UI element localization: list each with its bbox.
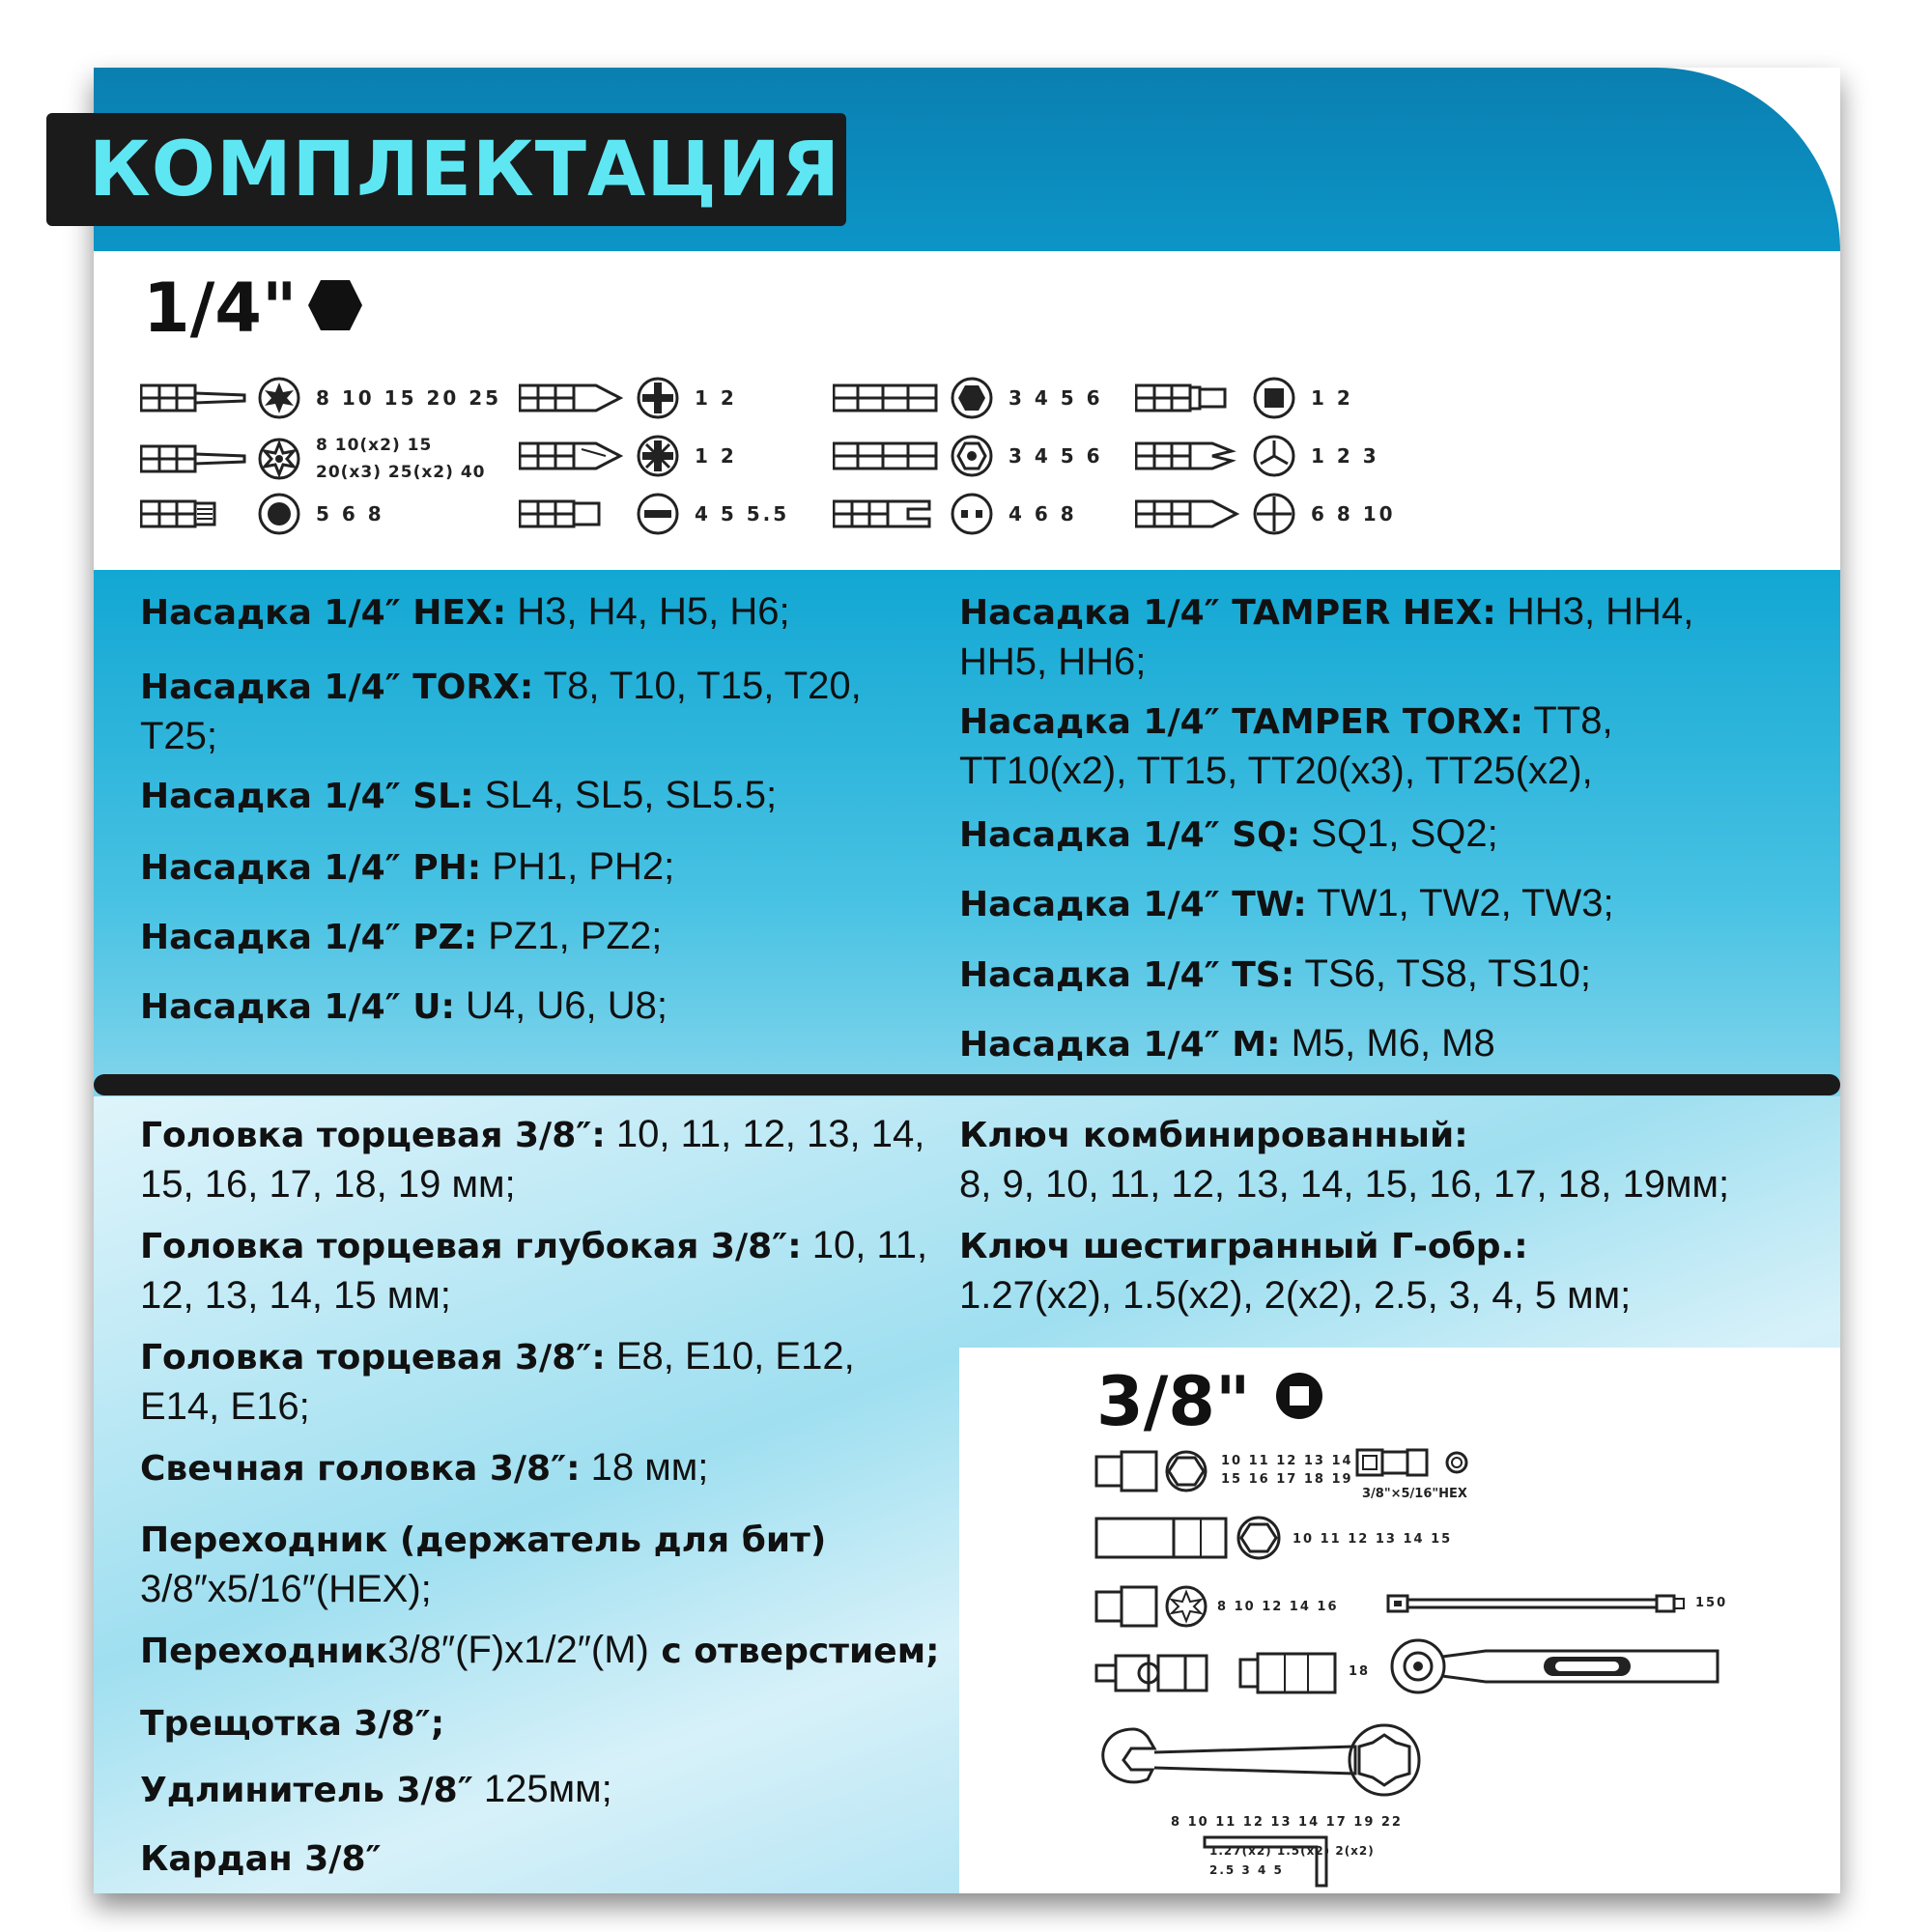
bit-phillips-sizes: 1 2: [695, 386, 737, 410]
bit-torq-set-sizes: 6 8 10: [1311, 502, 1396, 526]
spark-plug-socket-icon: [1238, 1650, 1339, 1696]
item-label: Переходник: [140, 1632, 388, 1671]
item-label: Насадка 1/4″ PH:: [140, 848, 482, 888]
item-value: H3, H4, H5, H6;: [506, 590, 790, 633]
bit-adapter-icon: [1355, 1446, 1471, 1479]
bit-pozidriv-sizes: 1 2: [695, 444, 737, 468]
hex-icon: [951, 377, 993, 419]
tri-wing-icon: [1253, 435, 1295, 477]
deep-socket-icon: [1094, 1515, 1288, 1561]
tools-torx-socket-line: [140, 1332, 855, 1431]
bit-tri-wing-sizes: 1 2 3: [1311, 444, 1379, 468]
bit-spanner: [833, 493, 1077, 535]
item-value: SL4, SL5, SL5.5;: [473, 774, 778, 816]
item-label: Ключ комбинированный:: [959, 1116, 1468, 1155]
item-label: Переходник (держатель для бит): [140, 1520, 827, 1560]
bit-slotted-sizes: 4 5 5.5: [695, 502, 790, 526]
bit-tamper-torx-sizes: [316, 432, 485, 486]
ratchet-icon: [1389, 1637, 1722, 1695]
item-value: TW1, TW2, TW3;: [1306, 882, 1614, 924]
item-value-cont: E14, E16;: [140, 1385, 310, 1428]
item-value-cont: 1.27(x2), 1.5(x2), 2(x2), 2.5, 3, 4, 5 мм;: [959, 1274, 1632, 1317]
bits-sq-line: [959, 810, 1498, 860]
sockets-sizes-line1: 10 11 12 13 14: [1221, 1454, 1353, 1468]
bits-size-label: 1/4": [143, 269, 298, 348]
bit-pozidriv: [519, 435, 737, 477]
tamper-hex-icon: [951, 435, 993, 477]
tools-socket-line: [140, 1110, 924, 1208]
phillips-icon: [637, 377, 679, 419]
tools-spark-plug-line: [140, 1443, 708, 1493]
torx-socket-icon: [1094, 1584, 1220, 1629]
tools-hex-key-line: [959, 1221, 1631, 1320]
bit-hex: [833, 377, 1103, 419]
extension-bar-icon: [1386, 1592, 1688, 1615]
bit-shank-icon: [519, 440, 625, 472]
adapter-label: 3/8"×5/16"HEX: [1362, 1487, 1467, 1501]
item-label: Удлинитель 3/8″: [140, 1771, 473, 1810]
bit-shank-icon: [519, 497, 625, 530]
bit-tri-wing: [1135, 435, 1379, 477]
item-value-cont: 12, 13, 14, 15 мм;: [140, 1274, 451, 1317]
wrench-sizes: 8 10 11 12 13 14 17 19 22: [1171, 1815, 1403, 1830]
tools-universal-joint-line: [140, 1833, 382, 1884]
bit-shank-icon: [833, 497, 939, 530]
item-value: SQ1, SQ2;: [1300, 812, 1498, 855]
slotted-icon: [637, 493, 679, 535]
item-value: M5, M6, M8: [1280, 1022, 1495, 1065]
bit-tamper-torx-sizes-line2: 20(x3) 25(x2) 40: [316, 463, 486, 482]
bits-tw-line: [959, 879, 1614, 929]
tools-deep-socket-line: [140, 1221, 927, 1320]
item-value-cont: 8, 9, 10, 11, 12, 13, 14, 15, 16, 17, 18, 19мм;: [959, 1163, 1730, 1206]
item-label: Насадка 1/4″ TORX:: [140, 668, 534, 707]
torq-set-icon: [1253, 493, 1295, 535]
tools-extension-line: [140, 1765, 612, 1815]
bit-shank-icon: [833, 440, 939, 472]
bits-tamper-torx-line: [959, 696, 1613, 795]
hex-drive-icon: [307, 278, 363, 332]
item-value: TS6, TS8, TS10;: [1294, 952, 1591, 995]
item-value-cont: 15, 16, 17, 18, 19 мм;: [140, 1163, 516, 1206]
bit-shank-icon: [1135, 497, 1241, 530]
item-label: Насадка 1/4″ TAMPER TORX:: [959, 702, 1523, 742]
item-label: Насадка 1/4″ TS:: [959, 955, 1295, 995]
tools-size-label: 3/8": [1096, 1362, 1251, 1441]
bits-sl-line: [140, 771, 777, 821]
bit-square-sizes: 1 2: [1311, 386, 1353, 410]
item-value: 10, 11,: [801, 1224, 928, 1266]
socket-icon: [1094, 1449, 1220, 1493]
item-label: Насадка 1/4″ PZ:: [140, 918, 478, 957]
item-label: Насадка 1/4″ SL:: [140, 777, 474, 816]
bit-torx-sizes: 8 10 15 20 25: [316, 386, 502, 410]
item-value: T8, T10, T15, T20,: [533, 665, 862, 707]
bits-m-line: [959, 1019, 1495, 1069]
hex-keys-sizes-line1: 1.27(x2) 1.5(x2) 2(x2): [1209, 1844, 1375, 1858]
item-value: U4, U6, U8;: [454, 984, 668, 1027]
item-value: 10, 11, 12, 13, 14,: [605, 1113, 925, 1155]
bit-spanner-sizes: 4 6 8: [1009, 502, 1077, 526]
spline-icon: [258, 493, 300, 535]
bit-spline: [140, 493, 384, 535]
title-banner: [46, 113, 846, 226]
tamper-torx-icon: [258, 438, 300, 480]
item-value: E8, E10, E12,: [605, 1335, 855, 1378]
bits-ts-line: [959, 950, 1591, 1000]
bit-shank-icon: [140, 442, 246, 475]
pozidriv-icon: [637, 435, 679, 477]
item-label-cont: с отверстием;: [648, 1632, 940, 1671]
tools-size-heading: [1096, 1362, 1250, 1441]
item-label: Ключ шестигранный Г-обр.:: [959, 1227, 1528, 1266]
item-value: HH3, HH4,: [1495, 590, 1694, 633]
item-label: Трещотка 3/8″;: [140, 1704, 445, 1744]
square-icon: [1253, 377, 1295, 419]
square-drive-icon: [1275, 1372, 1323, 1420]
item-label: Насадка 1/4″ TAMPER HEX:: [959, 593, 1496, 633]
item-value-cont: HH5, HH6;: [959, 640, 1147, 683]
torx-sockets-sizes: 8 10 12 14 16: [1217, 1600, 1339, 1614]
item-value: TT8,: [1522, 699, 1613, 742]
bit-shank-icon: [140, 382, 246, 414]
extension-size: 150: [1695, 1596, 1728, 1610]
item-value: PZ1, PZ2;: [477, 915, 663, 957]
bits-ph-line: [140, 842, 674, 893]
hex-key-icon: [1203, 1833, 1338, 1888]
item-value-cont: T25;: [140, 715, 218, 757]
bit-square: [1135, 377, 1353, 419]
bit-shank-icon: [519, 382, 625, 414]
bits-size-heading: [143, 269, 297, 348]
item-value: 18 мм;: [580, 1446, 709, 1489]
item-value: 125мм;: [472, 1768, 612, 1810]
item-label: Головка торцевая 3/8″:: [140, 1338, 606, 1378]
item-label: Насадка 1/4″ SQ:: [959, 815, 1301, 855]
bit-slotted: [519, 493, 789, 535]
item-value: PH1, PH2;: [481, 845, 675, 888]
item-label: Насадка 1/4″ U:: [140, 987, 455, 1027]
item-label: Насадка 1/4″ M:: [959, 1025, 1281, 1065]
bit-phillips: [519, 377, 737, 419]
bit-shank-icon: [1135, 440, 1241, 472]
bit-torq-set: [1135, 493, 1396, 535]
bit-tamper-torx-sizes-line1: 8 10(x2) 15: [316, 436, 433, 455]
bit-tamper-torx: [140, 432, 485, 486]
item-label: Кардан 3/8″: [140, 1839, 382, 1879]
bits-u-line: [140, 981, 668, 1032]
bits-hex-line: [140, 587, 790, 638]
item-value-cont: TT10(x2), TT15, TT20(x3), TT25(x2),: [959, 750, 1593, 792]
bit-hex-sizes: 3 4 5 6: [1009, 386, 1103, 410]
tools-bit-holder-line: [140, 1515, 826, 1613]
spark-plug-size: 18: [1349, 1664, 1371, 1679]
bit-tamper-hex: [833, 435, 1103, 477]
bit-shank-icon: [1135, 382, 1241, 414]
bits-torx-line: [140, 662, 862, 760]
hex-keys-sizes-line2: 2.5 3 4 5: [1209, 1863, 1284, 1877]
item-label: Свечная головка 3/8″:: [140, 1449, 581, 1489]
combination-wrench-icon: [1094, 1719, 1433, 1806]
bit-spline-sizes: 5 6 8: [316, 502, 384, 526]
item-value-cont: 3/8″x5/16″(HEX);: [140, 1568, 432, 1610]
tools-ratchet-line: [140, 1698, 444, 1748]
item-label: Насадка 1/4″ HEX:: [140, 593, 507, 633]
item-value: 3/8″(F)x1/2″(M): [387, 1629, 649, 1671]
bits-tamper-hex-line: [959, 587, 1693, 686]
tools-combination-wrench-line: [959, 1110, 1729, 1208]
page-title: КОМПЛЕКТАЦИЯ: [89, 126, 841, 213]
torx-icon: [258, 377, 300, 419]
bits-pz-line: [140, 912, 662, 962]
section-divider: [94, 1074, 1840, 1095]
bit-torx: [140, 377, 501, 419]
tools-diagram-panel: [959, 1348, 1840, 1893]
bit-shank-icon: [140, 497, 246, 530]
spanner-icon: [951, 493, 993, 535]
item-label: Головка торцевая глубокая 3/8″:: [140, 1227, 802, 1266]
deep-sockets-sizes: 10 11 12 13 14 15: [1293, 1532, 1453, 1547]
bit-tamper-hex-sizes: 3 4 5 6: [1009, 444, 1103, 468]
sockets-sizes-line2: 15 16 17 18 19: [1221, 1472, 1353, 1487]
item-label: Головка торцевая 3/8″:: [140, 1116, 606, 1155]
universal-joint-icon: [1094, 1650, 1210, 1696]
tools-adapter-line: [140, 1626, 940, 1676]
bit-shank-icon: [833, 382, 939, 414]
item-label: Насадка 1/4″ TW:: [959, 885, 1307, 924]
